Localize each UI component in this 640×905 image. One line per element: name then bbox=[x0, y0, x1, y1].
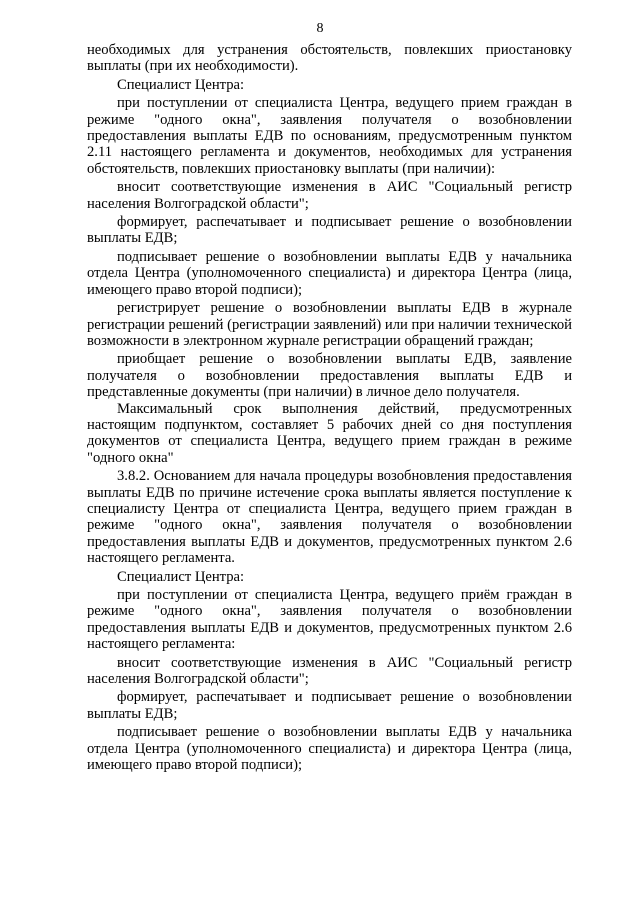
paragraph-forms-decision-2: формирует, распечатывает и подписывает решение о возобновлении выплаты ЕДВ; bbox=[87, 689, 572, 722]
paragraph-signs-decision-2: подписывает решение о возобновлении выплаты ЕДВ у начальника отдела Центра (уполномоченного специалиста) и директора Центра (лица, имеющего право второй подписи); bbox=[87, 724, 572, 774]
paragraph-enters-changes: вносит соответствующие изменения в АИС "Социальный регистр населения Волгоградской области"; bbox=[87, 179, 572, 212]
paragraph-enters-changes-2: вносит соответствующие изменения в АИС "Социальный регистр населения Волгоградской области"; bbox=[87, 654, 572, 688]
paragraph-continuation: необходимых для устранения обстоятельств, повлекших приостановку выплаты (при их необходимости). bbox=[87, 42, 572, 75]
paragraph-registers-decision: регистрирует решение о возобновлении выплаты ЕДВ в журнале регистрации решений (регистрации заявлений) или при наличии технической возможности в электронном журнале регистрации обращений граждан; bbox=[87, 300, 572, 349]
paragraph-on-receipt-2: при поступлении от специалиста Центра, ведущего приём граждан в режиме "одного окна", заявления получателя о возобновлении предоставления выплаты ЕДВ и документов, предусмотренных пунктом 2.6 настоящего регламента: bbox=[87, 587, 572, 653]
page-number: 8 bbox=[316, 21, 324, 36]
paragraph-specialist-heading: Специалист Центра: bbox=[117, 76, 245, 93]
paragraph-on-receipt: при поступлении от специалиста Центра, ведущего прием граждан в режиме "одного окна", заявления получателя о возобновлении предоставления выплаты ЕДВ по основаниям, предусмотренным пунктом 2.11 настоящего регламента и документов, необходимых для устранения обстоятельств, повлекших приостановку выплаты (при наличии): bbox=[87, 95, 572, 177]
paragraph-max-term: Максимальный срок выполнения действий, предусмотренных настоящим подпунктом, составляет 5 рабочих дней со дня поступления документов от специалиста Центра, ведущего прием граждан в режиме "одного окна" bbox=[87, 400, 572, 466]
document-body bbox=[87, 42, 572, 773]
paragraph-attaches-decision: приобщает решение о возобновлении выплаты ЕДВ, заявление получателя о возобновлении предоставления выплаты ЕДВ и представленные документы (при наличии) в личное дело получателя. bbox=[87, 351, 572, 401]
paragraph-forms-decision: формирует, распечатывает и подписывает решение о возобновлении выплаты ЕДВ; bbox=[87, 214, 572, 247]
paragraph-section-3-8-2: 3.8.2. Основанием для начала процедуры возобновления предоставления выплаты ЕДВ по причине истечение срока выплаты является поступление к специалисту Центра от специалиста Центра, ведущего прием граждан в режиме "одного окна", заявления получателя о возобновлении предоставления выплаты ЕДВ и документов, предусмотренных пунктом 2.6 настоящего регламента. bbox=[87, 468, 572, 567]
paragraph-specialist-heading-2: Специалист Центра: bbox=[117, 568, 245, 585]
paragraph-signs-decision: подписывает решение о возобновлении выплаты ЕДВ у начальника отдела Центра (уполномоченного специалиста) и директора Центра (лица, имеющего право второй подписи); bbox=[87, 248, 572, 298]
